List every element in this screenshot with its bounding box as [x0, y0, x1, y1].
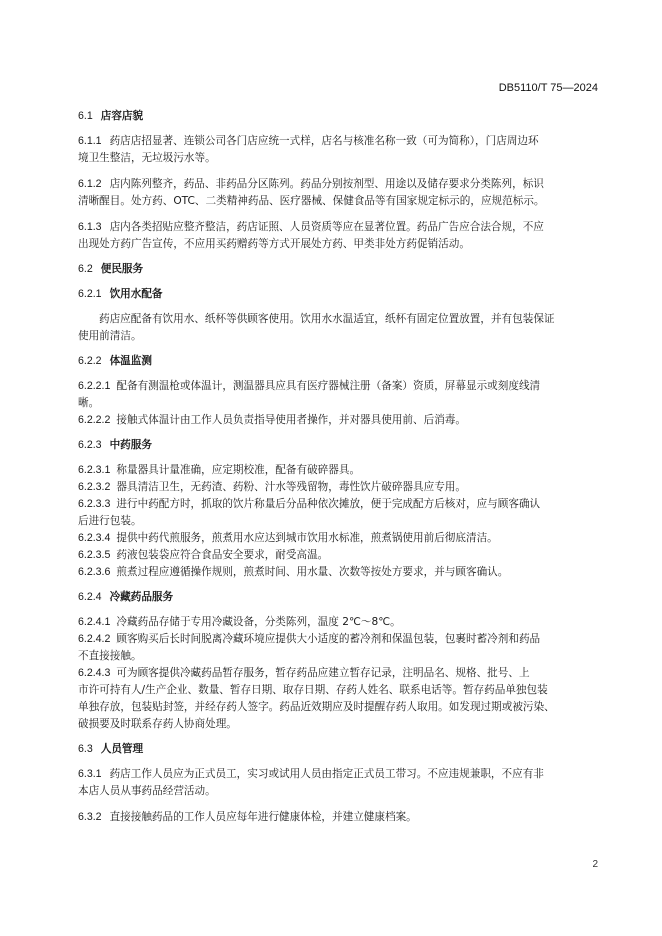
- clause-number: 6.2.3.5: [78, 549, 111, 561]
- clause-6-2-3-5: [78, 547, 598, 564]
- clause-6-2-3-3: [78, 496, 598, 530]
- clause-6-2-2-2: [78, 412, 598, 429]
- clause-text: 药店店招显著、连锁公司各门店应统一式样，店名与核准名称一致（可为简称），门店周边环: [109, 135, 539, 147]
- clause-text: 晰。: [78, 397, 100, 409]
- clause-text: 市许可持有人/生产企业、数量、暂存日期、取存日期、存药人姓名、联系电话等。暂存药品单独包装: [78, 684, 548, 696]
- clause-6-1-2: [78, 176, 598, 210]
- clause-text: 出现处方药广告宣传，不应用买药赠药等方式开展处方药、甲类非处方药促销活动。: [78, 238, 470, 250]
- section-title: 冷藏药品服务: [109, 591, 174, 603]
- document-code: DB5110/T 75—2024: [498, 82, 598, 94]
- clause-6-2-2-1: [78, 378, 598, 412]
- clause-text: 配备有测温枪或体温计，测温器具应具有医疗器械注册（备案）资质，屏幕显示或刻度线清: [116, 380, 541, 392]
- clause-text: 接触式体温计由工作人员负责指导使用者操作，并对器具使用前、后消毒。: [116, 414, 466, 426]
- clause-text: 店内陈列整齐，药品、非药品分区陈列。药品分别按剂型、用途以及储存要求分类陈列，标识: [109, 178, 544, 190]
- document-body: [78, 108, 598, 826]
- section-title: 便民服务: [100, 263, 144, 275]
- clause-text: 煎煮过程应遵循操作规则，煎煮时间、用水量、次数等按处方要求，并与顾客确认。: [116, 566, 509, 578]
- paragraph-text: 药店应配备有饮用水、纸杯等供顾客使用。饮用水水温适宜，纸杯有固定位置放置，并有包装保证: [99, 313, 555, 325]
- clause-number: 6.2.3.6: [78, 566, 111, 578]
- clause-text: 直接接触药品的工作人员应每年进行健康体检，并建立健康档案。: [109, 811, 417, 823]
- clause-text: 境卫生整洁，无垃圾污水等。: [78, 152, 216, 164]
- paragraph-text: 使用前清洁。: [78, 330, 142, 342]
- clause-number: 6.2.3.2: [78, 481, 111, 493]
- clause-6-3-2: [78, 809, 598, 826]
- clause-number: 6.2.3.1: [78, 464, 111, 476]
- clause-number: 6.2.2.2: [78, 414, 111, 426]
- clause-text: 顾客购买后长时间脱离冷藏环境应提供大小适度的蓄冷剂和保温包装，包裹时蓄冷剂和药品: [116, 633, 541, 645]
- section-number: 6.3: [78, 743, 93, 755]
- clause-text: 后进行包装。: [78, 515, 142, 527]
- section-heading-6-1: [78, 108, 598, 125]
- section-number: 6.2.4: [78, 591, 102, 603]
- clause-6-2-4-3: [78, 665, 598, 733]
- clause-text: 可为顾客提供冷藏药品暂存服务，暂存药品应建立暂存记录，注明品名、规格、批号、上: [116, 667, 530, 679]
- section-heading-6-2-3: [78, 437, 598, 454]
- section-number: 6.2: [78, 263, 93, 275]
- clause-6-2-3-4: [78, 530, 598, 547]
- clause-6-3-1: [78, 766, 598, 800]
- clause-6-2-3-2: [78, 479, 598, 496]
- section-number: 6.2.2: [78, 355, 102, 367]
- clause-text: 清晰醒目。处方药、OTC、二类精神药品、医疗器械、保健食品等有国家规定标示的，应规范标示。: [78, 195, 545, 207]
- clause-text: 单独存放，包装贴封签，并经存药人签字。药品近效期应及时提醒存药人取用。如发现过期或被污染、: [78, 701, 555, 713]
- clause-text: 本店人员从事药品经营活动。: [78, 785, 216, 797]
- page-number: 2: [592, 859, 598, 870]
- section-number: 6.2.3: [78, 439, 102, 451]
- clause-number: 6.1.2: [78, 178, 102, 190]
- clause-number: 6.2.2.1: [78, 380, 111, 392]
- section-title: 店容店貌: [100, 110, 144, 122]
- clause-6-2-4-1: [78, 614, 598, 631]
- clause-number: 6.2.4.3: [78, 667, 111, 679]
- clause-text: 提供中药代煎服务，煎煮用水应达到城市饮用水标准，煎煮锅使用前后彻底清洁。: [116, 532, 498, 544]
- clause-text: 破损要及时联系存药人协商处理。: [78, 718, 237, 730]
- clause-number: 6.2.3.3: [78, 498, 111, 510]
- section-title: 中药服务: [109, 439, 152, 451]
- section-number: 6.2.1: [78, 288, 102, 300]
- clause-number: 6.2.4.2: [78, 633, 111, 645]
- clause-text: 药店工作人员应为正式员工，实习或试用人员由指定正式员工带习。不应违规兼职，不应有非: [109, 768, 544, 780]
- section-title: 体温监测: [109, 355, 152, 367]
- section-heading-6-2-1: [78, 286, 598, 303]
- clause-text: 药液包装袋应符合食品安全要求，耐受高温。: [116, 549, 329, 561]
- section-heading-6-2: [78, 261, 598, 278]
- section-heading-6-3: [78, 741, 598, 758]
- clause-number: 6.2.3.4: [78, 532, 111, 544]
- clause-number: 6.1.3: [78, 221, 102, 233]
- clause-6-2-3-1: [78, 462, 598, 479]
- clause-text: 进行中药配方时，抓取的饮片称量后分品种依次摊放，便于完成配方后核对，应与顾客确认: [116, 498, 541, 510]
- clause-6-1-1: [78, 133, 598, 167]
- clause-text: 器具清洁卫生，无药渣、药粉、汁水等残留物，毒性饮片破碎器具应专用。: [116, 481, 466, 493]
- clause-number: 6.2.4.1: [78, 616, 111, 628]
- section-heading-6-2-4: [78, 589, 598, 606]
- section-number: 6.1: [78, 110, 93, 122]
- section-title: 人员管理: [100, 743, 144, 755]
- clause-text: 不直接接触。: [78, 650, 142, 662]
- clause-text: 称量器具计量准确，应定期校准，配备有破碎器具。: [116, 464, 361, 476]
- section-heading-6-2-2: [78, 353, 598, 370]
- clause-number: 6.3.1: [78, 768, 102, 780]
- clause-text: 店内各类招贴应整齐整洁，药店证照、人员资质等应在显著位置。药品广告应合法合规，不应: [109, 221, 544, 233]
- paragraph-6-2-1: [78, 311, 598, 345]
- clause-6-1-3: [78, 219, 598, 253]
- section-title: 饮用水配备: [109, 288, 163, 300]
- clause-6-2-4-2: [78, 631, 598, 665]
- clause-6-2-3-6: [78, 564, 598, 581]
- clause-number: 6.3.2: [78, 811, 102, 823]
- clause-number: 6.1.1: [78, 135, 102, 147]
- clause-text: 冷藏药品存储于专用冷藏设备，分类陈列，温度 2℃～8℃。: [116, 616, 401, 628]
